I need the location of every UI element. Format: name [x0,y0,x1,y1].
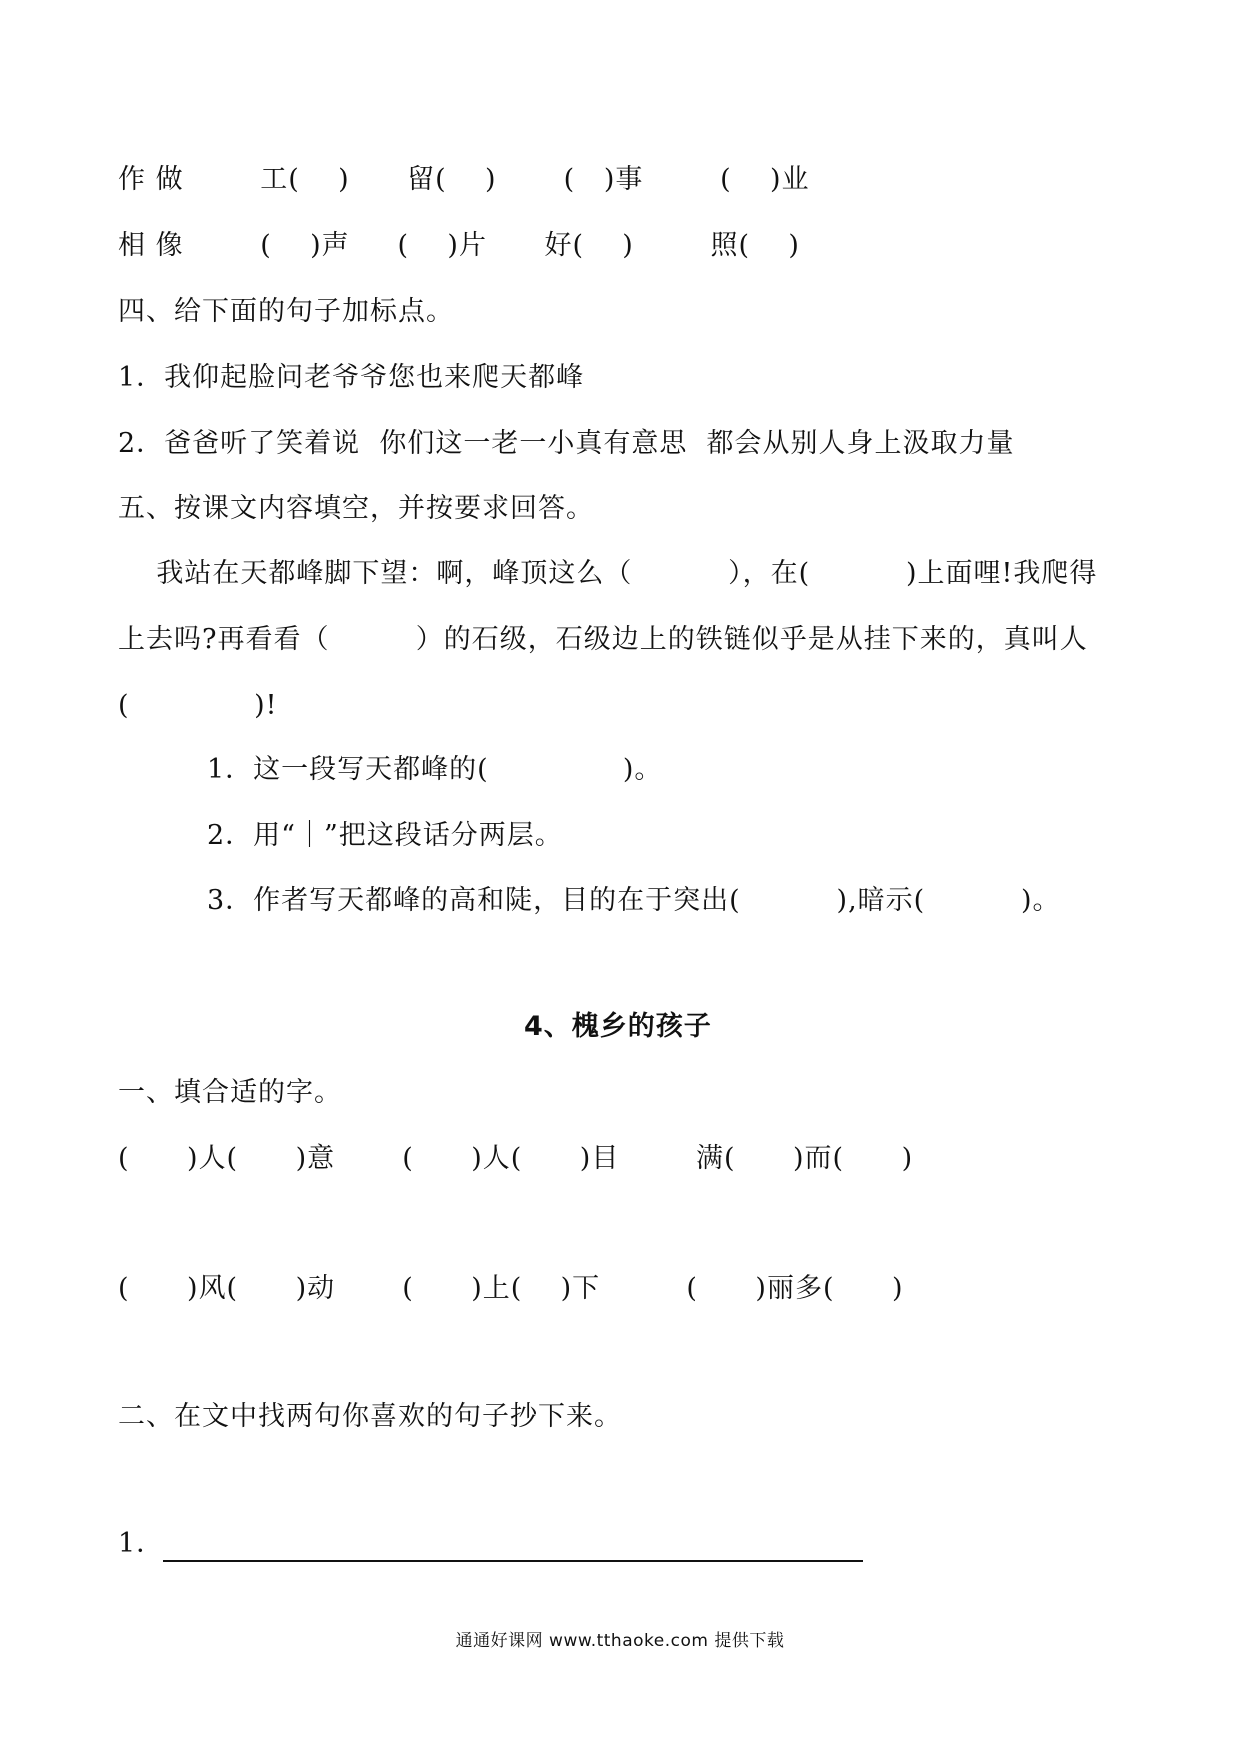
part1-heading: 一、填合适的字。 [118,1077,342,1108]
passage-line-2: 上去吗?再看看（ ）的石级，石级边上的铁链似乎是从挂下来的，真叫人 [118,624,1088,655]
row-zuozuo: 作 做 工( ) 留( ) ( )事 ( )业 [118,164,810,195]
section4-question-1: 1．我仰起脸问老爷爷您也来爬天都峰 [118,362,585,393]
section5-question-2: 2．用“｜”把这段话分两层。 [207,820,563,851]
fill-row-1: ( )人( )意 ( )人( )目 满( )而( ) [118,1143,914,1174]
part2-heading: 二、在文中找两句你喜欢的句子抄下来。 [118,1401,622,1432]
passage-line-1: 我站在天都峰脚下望：啊，峰顶这么（ ），在( )上面哩!我爬得 [118,558,1098,589]
answer-1-line[interactable] [163,1560,863,1562]
section5-heading: 五、按课文内容填空，并按要求回答。 [118,493,594,524]
fill-row-2: ( )风( )动 ( )上( )下 ( )丽多( ) [118,1273,904,1304]
section5-question-3: 3．作者写天都峰的高和陡，目的在于突出( ),暗示( )。 [207,885,1061,916]
section4-heading: 四、给下面的句子加标点。 [118,296,454,327]
answer-1-label: 1． [118,1528,165,1559]
section4-question-2: 2．爸爸听了笑着说 你们这一老一小真有意思 都会从别人身上汲取力量 [118,428,1015,459]
section5-question-1: 1．这一段写天都峰的( )。 [207,754,663,785]
lesson-title: 4、槐乡的孩子 [524,1011,712,1042]
passage-line-3: ( )! [118,690,278,721]
row-xiangxiang: 相 像 ( )声 ( )片 好( ) 照( ) [118,230,800,261]
footer-credit: 通通好课网 www.tthaoke.com 提供下载 [455,1631,785,1651]
